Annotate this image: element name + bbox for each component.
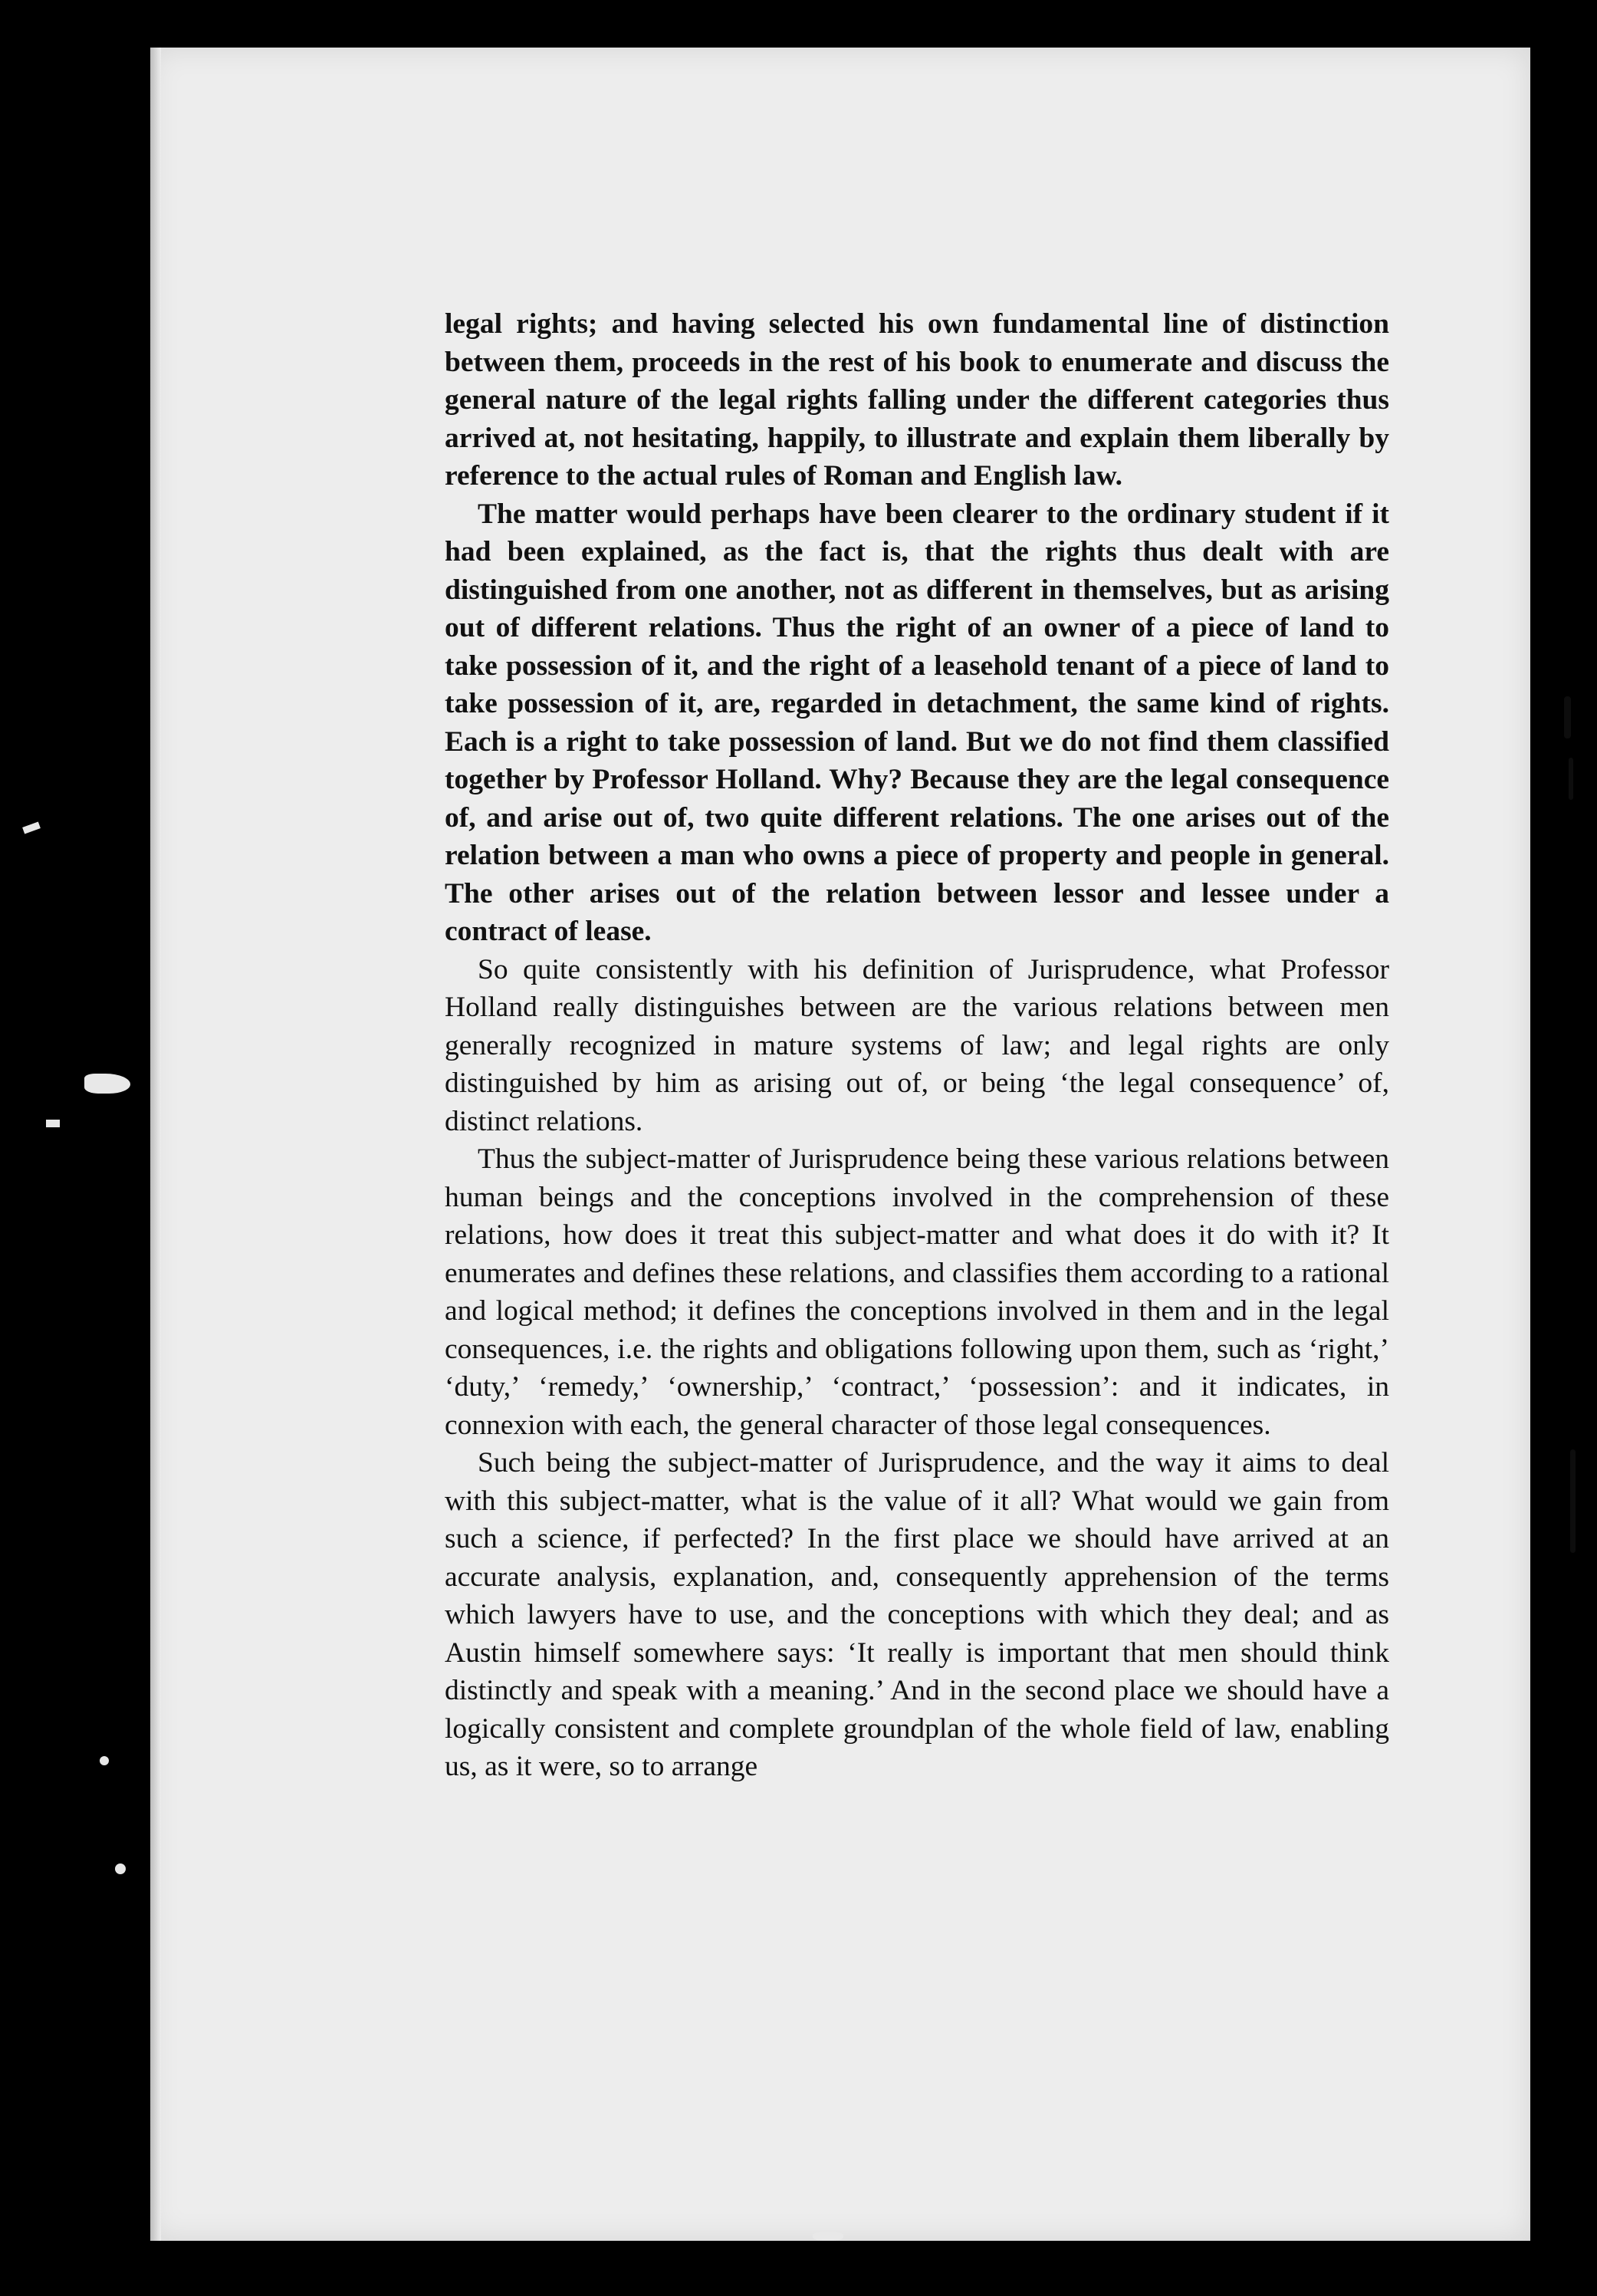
body-text bbox=[445, 305, 1389, 1786]
scan-speck bbox=[813, 2232, 843, 2241]
scan-speck bbox=[46, 1120, 60, 1127]
scan-speck bbox=[115, 1863, 126, 1874]
paragraph-3: So quite consistently with his definition of Jurisprudence, what Professor Holland really distinguishes between are the various relations between men generally recognized in mature systems of law; and legal rights are only distinguished by him as arising out of, or being ‘the legal consequence’ of, distinct relations. bbox=[445, 953, 1389, 1137]
page-edge-shadow bbox=[150, 48, 161, 2241]
paragraph-1: legal rights; and having selected his own fundamental line of distinction between them, proceeds in the rest of his book to enumerate and discuss the general nature of the legal rights falling under the different categories thus arrived at, not hesitating, happily, to illustrate and explain them liberally by reference to the actual rules of Roman and English law. bbox=[445, 308, 1389, 492]
scan-speck bbox=[84, 1074, 130, 1094]
margin-mark bbox=[1570, 1449, 1576, 1553]
paragraph-4: Thus the subject-matter of Jurisprudence being these various relations between human beings and the conceptions involved in the comprehension of these relations, how does it treat this subject-matter and what does it do with it? It enumerates and defines these relations, and classifies them according to a rational and logical method; it defines the conceptions involved in them and in the legal consequences, i.e. the rights and obligations following upon them, such as ‘right,’ ‘duty,’ ‘remedy,’ ‘ownership,’ ‘contract,’ ‘possession’: and it indicates, in connexion with each, the general character of those legal consequences. bbox=[445, 1143, 1389, 1441]
margin-mark bbox=[1564, 696, 1571, 738]
scan-speck bbox=[22, 822, 41, 834]
paragraph-5: Such being the subject-matter of Jurisprudence, and the way it aims to deal with this subject-matter, what is the value of it all? What would we gain from such a science, if perfected? In the first place we should have arrived at an accurate analysis, explanation, and, consequently apprehension of the terms which lawyers have to use, and the conceptions with which they deal; and as Austin himself somewhere says: ‘It really is important that men should think distinctly and speak with a meaning.’ And in the second place we should have a logically consistent and complete groundplan of the whole field of law, enabling us, as it were, so to arrange bbox=[445, 1447, 1389, 1782]
margin-mark bbox=[1569, 758, 1573, 800]
paragraph-2: The matter would perhaps have been clearer to the ordinary student if it had been explained, as the fact is, that the rights thus dealt with are distinguished from one another, not as different in themselves, but as arising out of different relations. Thus the right of an owner of a piece of land to take possession of it, and the right of a leasehold tenant of a piece of land to take possession of it, are, regarded in detachment, the same kind of rights. Each is a right to take possession of land. But we do not find them classified together by Professor Holland. Why? Because they are the legal consequence of, and arise out of, two quite different relations. The one arises out of the relation between a man who owns a piece of property and people in general. The other arises out of the relation between lessor and lessee under a contract of lease. bbox=[445, 498, 1389, 947]
scan-speck bbox=[100, 1756, 109, 1765]
